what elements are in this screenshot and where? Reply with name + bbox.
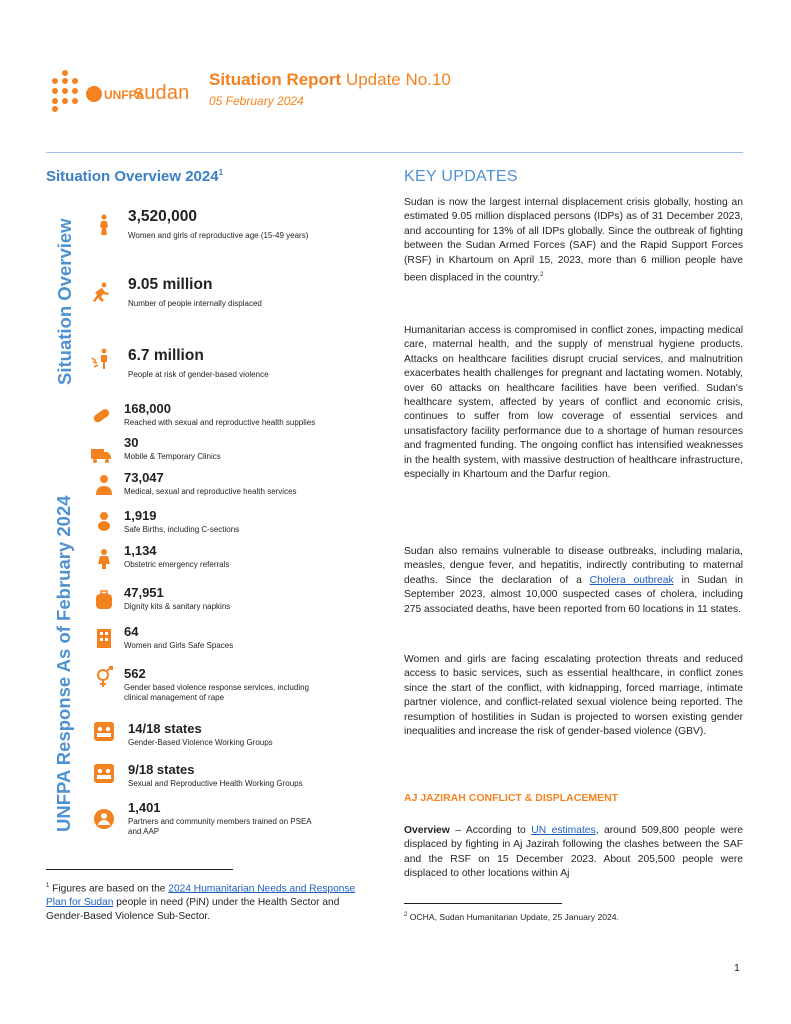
report-title-update: Update No.10 bbox=[341, 70, 451, 89]
stat-women-girls bbox=[128, 208, 308, 241]
paragraph-disease bbox=[404, 545, 743, 617]
stat-safe-spaces bbox=[124, 624, 233, 651]
stat-value: 1,401 bbox=[128, 800, 161, 815]
person-burst-icon bbox=[91, 348, 113, 370]
stat-label: People at risk of gender-based violence bbox=[128, 370, 269, 379]
stat-psea-training bbox=[128, 800, 318, 837]
stat-clinics bbox=[124, 435, 221, 462]
stat-label: Reached with sexual and reproductive health supplies bbox=[124, 418, 316, 427]
report-title bbox=[209, 70, 451, 90]
footnote-ref-1: 1 bbox=[218, 168, 224, 177]
footnote-marker: 2 bbox=[404, 912, 408, 919]
key-updates-heading: KEY UPDATES bbox=[404, 168, 518, 185]
stat-value: 6.7 million bbox=[128, 347, 204, 364]
stat-safe-births bbox=[124, 508, 239, 535]
stat-gbv-wg bbox=[128, 721, 273, 748]
header-divider bbox=[46, 152, 743, 153]
pill-icon bbox=[90, 405, 112, 427]
srh-group-icon bbox=[93, 762, 115, 784]
paragraph-text: , around 509,800 people were displaced by fighting in Aj Jazirah following the clashes between the SAF and the RSF on 15 December 2023. About 205,500 people were displaced to other locations within Aj bbox=[404, 825, 743, 880]
stat-label: Number of people internally displaced bbox=[128, 299, 262, 308]
paragraph-displacement bbox=[404, 196, 743, 286]
footnote-marker: 1 bbox=[46, 883, 50, 889]
paragraph-aj-jazirah bbox=[404, 824, 743, 882]
working-group-icon bbox=[93, 720, 115, 742]
hnrp-link[interactable]: 2024 Humanitarian Needs and Response Plan for Sudan bbox=[46, 883, 356, 909]
cholera-outbreak-link[interactable]: Cholera outbreak bbox=[589, 574, 674, 586]
footnote-text: people in need (PiN) under the Health Sector and Gender-Based Violence Sub-Sector. bbox=[46, 897, 340, 923]
vertical-label-response: UNFPA Response As of February 2024 bbox=[53, 495, 74, 832]
stat-dignity-kits bbox=[124, 585, 230, 612]
section-title-text: Situation Overview 2024 bbox=[46, 168, 219, 185]
stat-value: 9.05 million bbox=[128, 276, 213, 293]
pregnant-referral-icon bbox=[93, 548, 115, 570]
stat-value: 64 bbox=[124, 624, 139, 639]
footnote-text: OCHA, Sudan Humanitarian Update, 25 January 2024. bbox=[407, 912, 619, 922]
backpack-icon bbox=[93, 588, 115, 610]
svg-text:UNFPA: UNFPA bbox=[104, 88, 145, 102]
stat-label: Women and Girls Safe Spaces bbox=[124, 641, 234, 650]
stat-value: 562 bbox=[124, 666, 146, 681]
building-icon bbox=[93, 627, 115, 649]
unfpa-emblem-icon bbox=[84, 76, 145, 112]
report-date: 05 February 2024 bbox=[209, 94, 304, 108]
stat-label: Sexual and Reproductive Health Working Groups bbox=[128, 779, 303, 788]
stat-srh-wg bbox=[128, 762, 303, 789]
logo-word: sudan bbox=[134, 82, 190, 104]
page-number: 1 bbox=[734, 962, 740, 974]
baby-icon bbox=[93, 511, 115, 533]
paragraph-access: Humanitarian access is compromised in conflict zones, impacting medical care, maternal health, and the supply of menstrual hygiene products. Attacks on healthcare facilities disrupt crucial services, and malnutrition exacerbates health challenges for pregnant and lactating women. Notably, over 60 attacks on healthcare facilities have been verified. Sudan's healthcare system, affected by years of conflict and economic crisis, continues to suffer from low coverage of essential services and unsatisfactory facility performance due to a shortage of human resources and fragmented funding. The ongoing conflict has intensified weaknesses in the health system, with massive destruction of healthcare infrastructure, especially in Khartoum and the Darfur region. bbox=[404, 325, 743, 481]
stat-label: Mobile & Temporary Clinics bbox=[124, 452, 221, 461]
aj-jazirah-subheading: AJ JAZIRAH CONFLICT & DISPLACEMENT bbox=[404, 792, 619, 804]
stat-label: Partners and community members trained on PSEA and AAP bbox=[128, 817, 312, 836]
stat-label: Women and girls of reproductive age (15-49 years) bbox=[128, 231, 309, 240]
vertical-label-overview: Situation Overview bbox=[54, 218, 75, 385]
situation-overview-title bbox=[46, 168, 223, 185]
stat-gbv-risk bbox=[128, 347, 269, 380]
paragraph-text: in Sudan in September 2023, almost 10,000 suspected cases of cholera, including 275 associated deaths, have been reported from 60 locations in 11 states. bbox=[404, 574, 743, 615]
stat-label: Obstetric emergency referrals bbox=[124, 560, 230, 569]
gender-symbol-icon bbox=[93, 666, 115, 688]
footnote-divider bbox=[46, 869, 233, 870]
running-person-icon bbox=[91, 282, 113, 304]
stat-value: 14/18 states bbox=[128, 721, 202, 736]
footnote-2 bbox=[404, 912, 619, 922]
stat-referrals bbox=[124, 543, 229, 570]
unfpa-sudan-logo bbox=[52, 72, 202, 116]
paragraph-text: – According to bbox=[449, 825, 532, 836]
stat-srh-supplies bbox=[124, 401, 315, 428]
stat-value: 47,951 bbox=[124, 585, 164, 600]
stat-value: 1,134 bbox=[124, 543, 157, 558]
paragraph-protection: Women and girls are facing escalating protection threats and reduced access to basic services, such as essential healthcare, in conflict zones since the start of the conflict, with kidnapping, forced marriage, intimate partner violence, and conflict-related sexual violence being reported. The resumption of hostilities in Sudan is projected to worsen existing gender inequalities and increase the risk of gender-based violence (GBV). bbox=[404, 654, 743, 738]
training-icon bbox=[93, 808, 115, 830]
ambulance-icon bbox=[90, 443, 112, 465]
stat-gbv-services bbox=[124, 666, 324, 703]
footnote-divider bbox=[404, 903, 562, 904]
stat-value: 168,000 bbox=[124, 401, 171, 416]
report-title-main: Situation Report bbox=[209, 70, 342, 89]
footnote-ref-2: 2 bbox=[540, 272, 544, 279]
stat-value: 3,520,000 bbox=[128, 208, 197, 225]
paragraph-text: Sudan is now the largest internal displacement crisis globally, hosting an estimated 9.05 million displaced persons (IDPs) as of 31 December 2023, and accounting for 13% of all IDPs globally. Since the outbreak of fighting between the Sudan Armed Forces (SAF) and the Rapid Support Forces (RSF) in Khartoum on April 15, 2023, more than 6 million people have been displaced in the country. bbox=[404, 197, 743, 284]
stat-value: 30 bbox=[124, 435, 139, 450]
overview-label: Overview bbox=[404, 825, 450, 836]
stat-label: Safe Births, including C-sections bbox=[124, 525, 240, 534]
health-worker-icon bbox=[93, 474, 115, 496]
stat-label: Gender-Based Violence Working Groups bbox=[128, 738, 273, 747]
stat-value: 73,047 bbox=[124, 470, 164, 485]
stat-label: Dignity kits & sanitary napkins bbox=[124, 602, 231, 611]
stat-value: 9/18 states bbox=[128, 762, 195, 777]
footnote-text: Figures are based on the bbox=[49, 883, 169, 895]
stat-label: Gender based violence response services, including clinical management of rape bbox=[124, 683, 309, 702]
pregnant-woman-icon bbox=[93, 214, 115, 236]
stat-label: Medical, sexual and reproductive health services bbox=[124, 487, 297, 496]
un-estimates-link[interactable]: UN estimates bbox=[531, 825, 596, 836]
stat-idps bbox=[128, 276, 262, 309]
stat-value: 1,919 bbox=[124, 508, 157, 523]
footnote-1 bbox=[46, 879, 376, 924]
paragraph-text: Sudan also remains vulnerable to disease outbreaks, including malaria, measles, dengue fever, and hepatitis, indirectly contributing to maternal deaths. Since the declaration of a bbox=[404, 546, 743, 586]
stat-health-services bbox=[124, 470, 297, 497]
